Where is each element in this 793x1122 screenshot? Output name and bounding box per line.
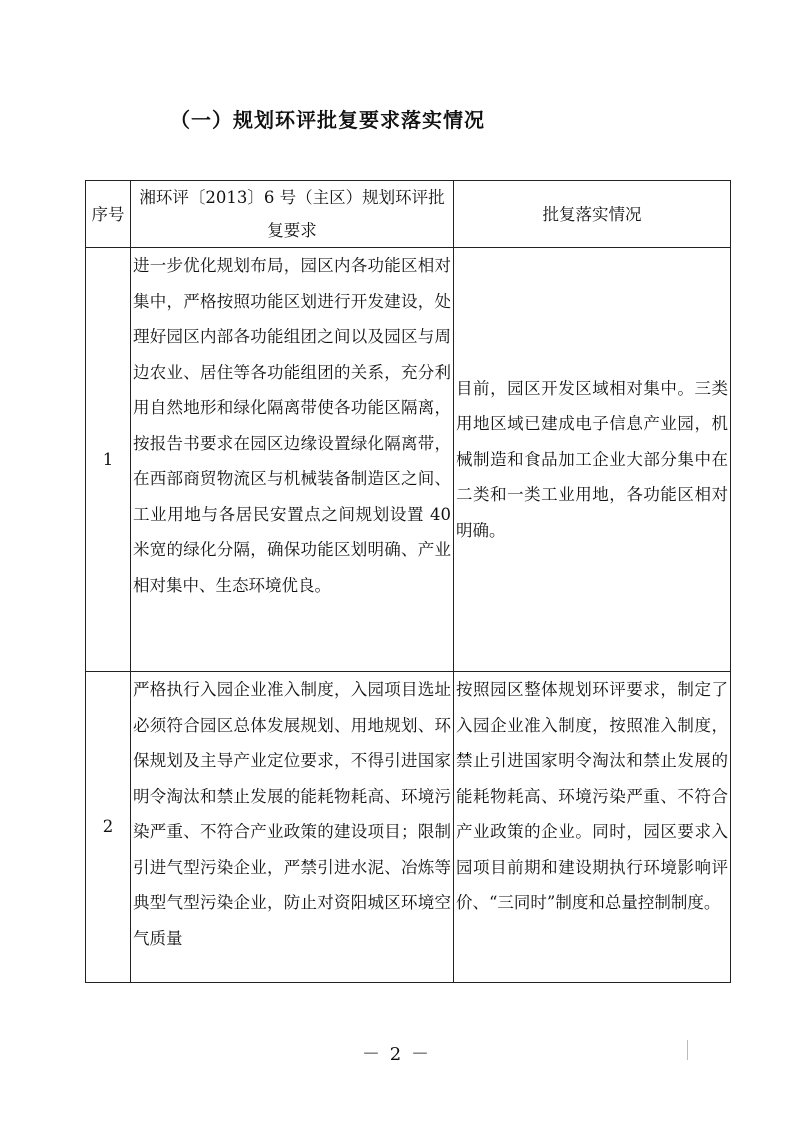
header-result: 批复落实情况 — [454, 181, 731, 248]
table-row — [86, 248, 731, 672]
section-heading: （一）规划环评批复要求落实情况 — [170, 108, 485, 132]
header-no: 序号 — [86, 181, 131, 248]
approval-table — [85, 180, 731, 983]
table-row — [86, 672, 731, 983]
row-requirement: 严格执行入园企业准入制度，入园项目选址必须符合园区总体发展规划、用地规划、环保规划及主导产业定位要求，不得引进国家明令淘汰和禁止发展的能耗物耗高、环境污染严重、不符合产业政策的建设项目；限制引进气型污染企业，严禁引进水泥、冶炼等典型气型污染企业，防止对资阳城区环境空气质量 — [133, 680, 451, 948]
page-number: － 2 － — [362, 1044, 431, 1065]
row-no: 2 — [86, 672, 131, 983]
row-result: 目前，园区开发区域相对集中。三类用地区域已建成电子信息产业园，机械制造和食品加工企业大部分集中在二类和一类工业用地，各功能区相对明确。 — [456, 378, 728, 540]
header-requirement: 湘环评〔2013〕6 号（主区）规划环评批复要求 — [131, 181, 454, 248]
margin-mark — [687, 1040, 688, 1060]
row-result: 按照园区整体规划环评要求，制定了入园企业准入制度，按照准入制度，禁止引进国家明令淘汰和禁止发展的能耗物耗高、环境污染严重、不符合产业政策的企业。同时，园区要求入园项目前期和建设期执行环境影响评价、“三同时”制度和总量控制制度。 — [456, 680, 728, 912]
row-requirement: 进一步优化规划布局，园区内各功能区相对集中，严格按照功能区划进行开发建设，处理好园区内部各功能组团之间以及园区与周边农业、居住等各功能组团的关系，充分利用自然地形和绿化隔离带使各功能区隔离，按报告书要求在园区边缘设置绿化隔离带，在西部商贸物流区与机械装备制造区之间、工业用地与各居民安置点之间规划设置 40 米宽的绿化分隔，确保功能区划明确、产业相对集中、生态环境优良。 — [133, 256, 451, 595]
row-no: 1 — [86, 248, 131, 672]
table-header-row — [86, 181, 731, 248]
